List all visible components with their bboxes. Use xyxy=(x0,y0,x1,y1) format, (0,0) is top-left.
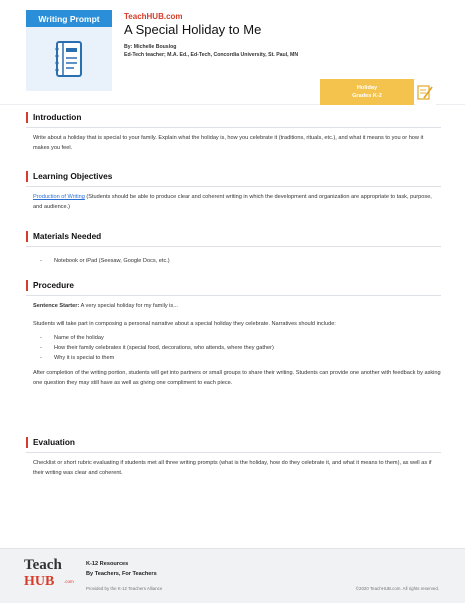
list-item: - How their family celebrates it (special food, decorations, who attends, where they gather) xyxy=(40,343,441,353)
list-item: - Why it is special to them xyxy=(40,353,441,363)
footer-provider: Provided by the K-12 Teachers Alliance xyxy=(86,586,163,591)
grade-badge xyxy=(320,79,414,105)
credentials: Ed-Tech teacher; M.A. Ed., Ed-Tech, Concordia University, St. Paul, MN xyxy=(124,52,299,58)
procedure-after: After completion of the writing portion, students will get into partners or small groups to share their writing. Students can provide one another with feedback by asking one question they may still have as well as giving one compliment to each piece. xyxy=(33,370,441,386)
author: By: Michelle Bouslog xyxy=(124,44,177,50)
list-item: - Notebook or iPad (Seesaw, Google Docs, etc.) xyxy=(40,256,441,266)
byline xyxy=(124,43,298,59)
logo-teach: Teach xyxy=(24,557,62,573)
introduction-text: Write about a holiday that is special to your family. Explain what the holiday is, how you celebrate it (traditions, rituals, etc.), and what it means to you or how it makes you feel. xyxy=(33,135,424,151)
evaluation-section xyxy=(26,436,441,478)
evaluation-text: Checklist or short rubric evaluating if students met all three writing prompts (what is the holiday, how do they celebrate it, and what it means to them), as well as if their writing was clear and coherent. xyxy=(33,460,432,476)
page-title: A Special Holiday to Me xyxy=(124,22,262,37)
procedure-heading: Procedure xyxy=(26,279,441,291)
sentence-starter: Sentence Starter: A very special holiday for my family is... xyxy=(33,303,178,309)
badge-icon-box xyxy=(414,79,436,105)
procedure-intro: Students will take part in composing a personal narrative about a special holiday they celebrate. Narratives should include: xyxy=(33,320,336,327)
list-item: - Name of the holiday xyxy=(40,333,441,343)
notebook-icon-box xyxy=(26,27,112,91)
procedure-section xyxy=(26,279,441,388)
badge-grades: Grades K-2 xyxy=(352,93,382,99)
footer-tagline: By Teachers, For Teachers xyxy=(86,571,157,577)
production-of-writing-link[interactable]: Production of Writing xyxy=(33,194,85,200)
objectives-text: Production of Writing (Students should be able to produce clear and coherent writing in which the development and organization are appropriate to task, purpose, and audience.) xyxy=(33,194,432,210)
notebook-icon xyxy=(54,40,84,78)
introduction-section xyxy=(26,111,441,153)
header xyxy=(0,0,465,105)
footer xyxy=(0,548,465,603)
footer-resources: K-12 Resources xyxy=(86,561,129,567)
materials-list xyxy=(40,256,441,266)
logo-com: .com xyxy=(64,579,74,584)
materials-heading: Materials Needed xyxy=(26,230,441,242)
footer-copyright: ©2020 TeachHUB.com. All rights reserved. xyxy=(355,586,439,591)
writing-prompt-tag: Writing Prompt xyxy=(26,10,112,27)
introduction-heading: Introduction xyxy=(26,111,441,123)
procedure-list xyxy=(40,333,441,363)
pencil-paper-icon xyxy=(417,83,433,101)
objectives-section xyxy=(26,170,441,212)
materials-section xyxy=(26,230,441,266)
logo-hub: HUB xyxy=(24,574,55,589)
objectives-heading: Learning Objectives xyxy=(26,170,441,182)
brand-name: TeachHUB.com xyxy=(124,12,183,21)
badge-topic: Holiday xyxy=(356,85,378,91)
evaluation-heading: Evaluation xyxy=(26,436,441,448)
